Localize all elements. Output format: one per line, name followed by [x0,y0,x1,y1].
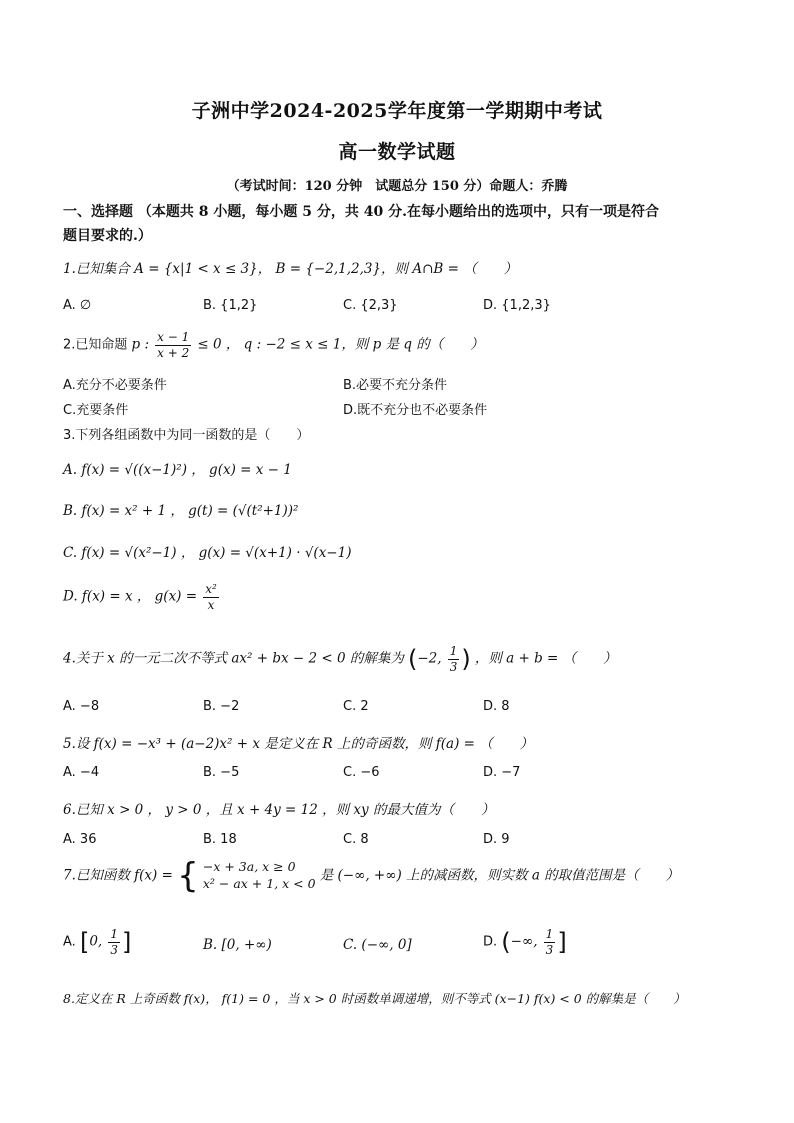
exam-info: （考试时间：120 分钟 试题总分 150 分）命题人：乔腾 [226,179,568,194]
question-5-option-c: C. −6 [343,765,380,780]
q7-d-label: D. [483,934,498,950]
q7-a-bracket-left: [ [79,928,90,957]
exam-subtitle: 高一数学试题 [338,141,456,163]
q7-a-num: 1 [110,927,118,941]
q4-post: ，则 a + b = （ ） [474,650,617,667]
q4-fraction [448,645,460,673]
question-6-stem: 6.已知 x > 0 ， y > 0 ，且 x + 4y = 12 ，则 xy 的最大值为（ ） [63,802,495,818]
question-4-option-b: B. −2 [203,699,240,714]
q7-a-bracket-right: ] [121,928,132,957]
question-4-option-c: C. 2 [343,699,369,714]
q3-d-fraction [203,583,219,611]
section-heading: 一、选择题 （本题共 8 小题，每小题 5 分，共 40 分.在每小题给出的选项中，只有一项是符合 [63,204,659,220]
q7-pre: 7.已知函数 f(x) = [63,867,173,884]
question-2-option-c: C.充要条件 [63,403,129,418]
q7-a-label: A. [63,934,76,950]
question-4-option-a: A. −8 [63,699,100,714]
q4-paren-right: ) [461,645,471,674]
q7-a-den: 3 [110,942,118,957]
q7-case-2: x² − ax + 1, x < 0 [202,876,316,891]
question-5-stem: 5.设 f(x) = −x³ + (a−2)x² + x 是定义在 R 上的奇函数，则 f(a) = （ ） [63,736,534,752]
exam-title: 子洲中学2024-2025学年度第一学期期中考试 [191,100,603,122]
q7-d-left: −∞, [510,933,538,950]
question-1-option-c: C. {2,3} [343,298,398,313]
question-5-option-a: A. −4 [63,765,100,780]
question-5-option-b: B. −5 [203,765,240,780]
q4-num: 1 [449,644,458,658]
q4-den: 3 [449,659,458,674]
q7-d-num: 1 [545,927,554,941]
q1-text: 1.已知集合 A = {x|1 < x ≤ 3}， B = {−2,1,2,3}，则 A∩B = （ ） [63,261,518,277]
question-1-stem [63,257,517,277]
q7-post: 是 (−∞, +∞) 上的减函数，则实数 a 的取值范围是（ ） [319,867,680,884]
question-3-option-d [63,583,221,611]
q4-pre: 4.关于 x 的一元二次不等式 ax² + bx − 2 < 0 的解集为 [63,650,404,667]
question-2-option-a: A.充分不必要条件 [63,378,167,393]
question-7-option-c: C. (−∞, 0] [343,937,412,953]
question-7-option-a [63,928,131,956]
question-6-option-b: B. 18 [203,832,237,847]
q3-d-num: x² [205,582,217,596]
question-7-option-b: B. [0, +∞) [203,937,272,953]
question-1-option-b: B. {1,2} [203,298,258,313]
q7-brace: { [177,856,199,896]
question-3-option-b: B. f(x) = x² + 1 ， g(t) = (√(t²+1))² [63,503,299,519]
q7-case-1: −x + 3a, x ≥ 0 [202,859,296,875]
q4-paren-left: ( [408,645,418,674]
q7-a-left: 0, [89,933,103,950]
q7-d-paren-left: ( [501,928,511,957]
question-2-option-d: D.既不充分也不必要条件 [343,403,488,418]
section-heading-cont: 题目要求的.） [63,228,152,244]
question-3-option-c: C. f(x) = √(x²−1) ， g(x) = √(x+1) · √(x−1) [63,545,352,561]
question-5-option-d: D. −7 [483,765,521,780]
q7-d-bracket-right: ] [557,928,567,957]
question-6-option-a: A. 36 [63,832,97,847]
q2-post: ≤ 0 ， q : −2 ≤ x ≤ 1，则 p 是 q 的（ ） [197,336,484,353]
question-3-option-a: A. f(x) = √((x−1)²) ， g(x) = x − 1 [63,462,292,478]
q2-num: x − 1 [157,330,190,344]
q2-p: p : [131,336,150,353]
q4-interval-left: −2, [417,650,442,667]
q2-fraction [155,331,191,359]
q7-a-fraction [108,928,120,956]
question-2-stem [63,331,484,359]
question-6-option-c: C. 8 [343,832,369,847]
question-1-option-d: D. {1,2,3} [483,298,551,313]
question-1-option-a: A. ∅ [63,298,92,313]
q7-d-den: 3 [545,942,554,957]
q3-d-pre: D. f(x) = x ， g(x) = [63,588,198,605]
question-2-option-b: B.必要不充分条件 [343,378,448,393]
question-8-stem: 8.定义在 R 上奇函数 f(x)， f(1) = 0 ，当 x > 0 时函数单调递增，则不等式 (x−1) f(x) < 0 的解集是（ ） [63,991,686,1006]
question-6-option-d: D. 9 [483,832,510,847]
q7-d-fraction [544,928,556,956]
q3-d-den: x [207,597,215,612]
question-7-option-d [483,928,567,956]
question-4-stem [63,645,617,673]
question-4-option-d: D. 8 [483,699,510,714]
q2-pre: 2.已知命题 [63,337,128,353]
question-3-stem: 3.下列各组函数中为同一函数的是（ ） [63,428,310,443]
q7-cases [203,859,316,893]
question-7-stem [63,856,680,896]
q2-den: x + 2 [157,345,190,360]
